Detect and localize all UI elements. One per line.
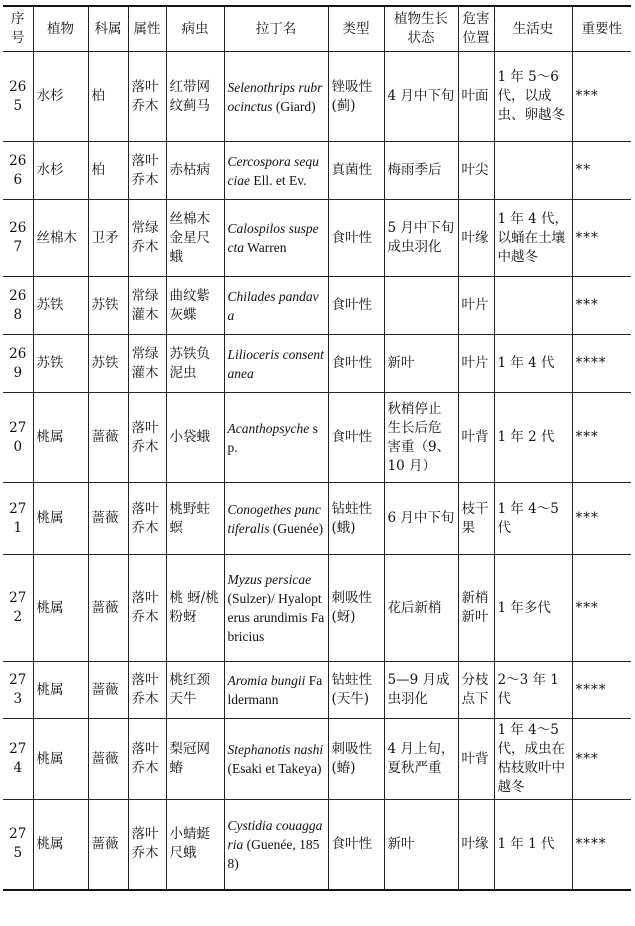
cell-category: 钻蛀性(天牛) — [328, 662, 384, 719]
cell-position: 叶缘 — [458, 200, 494, 277]
cell-life: 1 年 5～6 代，以成虫、卵越冬 — [494, 52, 572, 142]
cell-importance: *** — [572, 719, 631, 800]
cell-life — [494, 277, 572, 335]
cell-importance: *** — [572, 200, 631, 277]
header-importance: 重要性 — [572, 6, 631, 52]
cell-category: 食叶性 — [328, 800, 384, 890]
cell-importance: *** — [572, 277, 631, 335]
cell-type: 常绿乔木 — [128, 200, 166, 277]
cell-plant: 苏铁 — [33, 277, 88, 335]
cell-latin — [224, 335, 328, 393]
table-row — [3, 52, 631, 142]
cell-category: 食叶性 — [328, 200, 384, 277]
latin-binomial: Conogethes punctiferalis — [227, 501, 321, 536]
cell-family: 蔷薇 — [88, 555, 128, 662]
latin-binomial: Chilades pandava — [227, 288, 319, 323]
cell-position: 叶片 — [458, 277, 494, 335]
cell-importance: **** — [572, 335, 631, 393]
cell-position: 叶片 — [458, 335, 494, 393]
cell-importance: ** — [572, 142, 631, 200]
cell-pest: 赤枯病 — [166, 142, 224, 200]
cell-position: 叶尖 — [458, 142, 494, 200]
cell-pest: 桃红颈天牛 — [166, 662, 224, 719]
cell-life: 1 年 4～5 代 — [494, 483, 572, 555]
cell-stage — [384, 277, 458, 335]
cell-importance: *** — [572, 52, 631, 142]
table-row — [3, 483, 631, 555]
cell-category: 食叶性 — [328, 277, 384, 335]
cell-latin — [224, 555, 328, 662]
cell-stage: 4 月中下旬 — [384, 52, 458, 142]
cell-pest: 桃野蛀螟 — [166, 483, 224, 555]
cell-latin — [224, 200, 328, 277]
table-row — [3, 200, 631, 277]
header-row — [3, 6, 631, 52]
latin-binomial: Selenothrips rubrocinctus — [227, 79, 323, 114]
cell-plant: 水杉 — [33, 142, 88, 200]
cell-position: 新梢新叶 — [458, 555, 494, 662]
cell-pest: 小蜻蜓尺蛾 — [166, 800, 224, 890]
cell-latin — [224, 483, 328, 555]
cell-importance: *** — [572, 393, 631, 483]
cell-plant: 桃属 — [33, 393, 88, 483]
header-life: 生活史 — [494, 6, 572, 52]
cell-type: 常绿灌木 — [128, 335, 166, 393]
cell-stage: 6 月中下旬 — [384, 483, 458, 555]
header-position: 危害位置 — [458, 6, 494, 52]
cell-family: 蔷薇 — [88, 483, 128, 555]
cell-latin — [224, 142, 328, 200]
cell-type: 落叶乔木 — [128, 719, 166, 800]
cell-stage: 秋梢停止生长后危害重（9、10 月） — [384, 393, 458, 483]
header-no: 序号 — [3, 6, 33, 52]
cell-type: 落叶乔木 — [128, 555, 166, 662]
latin-binomial: Acanthopsyche — [227, 420, 310, 436]
table-row — [3, 393, 631, 483]
table-row — [3, 335, 631, 393]
cell-type: 常绿灌木 — [128, 277, 166, 335]
cell-type: 落叶乔木 — [128, 52, 166, 142]
cell-family: 苏铁 — [88, 277, 128, 335]
header-latin: 拉丁名 — [224, 6, 328, 52]
cell-latin — [224, 277, 328, 335]
table-header — [3, 6, 631, 52]
latin-binomial: Stephanotis nashi — [227, 742, 324, 757]
latin-author: Faldermann — [227, 673, 323, 707]
cell-position: 叶背 — [458, 719, 494, 800]
cell-type: 落叶乔木 — [128, 483, 166, 555]
header-type: 属性 — [128, 6, 166, 52]
latin-author: (Giard) — [275, 98, 316, 114]
cell-position: 分枝点下 — [458, 662, 494, 719]
cell-pest: 苏铁负泥虫 — [166, 335, 224, 393]
cell-family: 苏铁 — [88, 335, 128, 393]
latin-binomial: Cercospora sequciae — [227, 153, 319, 188]
cell-no: 273 — [3, 662, 33, 719]
table-row — [3, 800, 631, 890]
latin-binomial: Calospilos suspecta — [227, 221, 319, 255]
cell-plant: 桃属 — [33, 800, 88, 890]
cell-stage: 新叶 — [384, 800, 458, 890]
cell-family: 卫矛 — [88, 200, 128, 277]
cell-type: 落叶乔木 — [128, 393, 166, 483]
cell-latin — [224, 719, 328, 800]
cell-no: 271 — [3, 483, 33, 555]
header-pest: 病虫 — [166, 6, 224, 52]
cell-pest: 小袋蛾 — [166, 393, 224, 483]
table-row — [3, 662, 631, 719]
header-category: 类型 — [328, 6, 384, 52]
cell-category: 刺吸性(蚜) — [328, 555, 384, 662]
cell-pest: 梨冠网蝽 — [166, 719, 224, 800]
cell-life: 1 年多代 — [494, 555, 572, 662]
table-body — [3, 52, 631, 890]
cell-plant: 苏铁 — [33, 335, 88, 393]
cell-family: 柏 — [88, 52, 128, 142]
cell-pest: 曲纹紫灰蝶 — [166, 277, 224, 335]
pest-table — [3, 5, 631, 891]
cell-no: 274 — [3, 719, 33, 800]
cell-importance: **** — [572, 800, 631, 890]
cell-family: 蔷薇 — [88, 662, 128, 719]
cell-family: 蔷薇 — [88, 800, 128, 890]
cell-plant: 丝棉木 — [33, 200, 88, 277]
cell-plant: 桃属 — [33, 719, 88, 800]
latin-binomial: Cystidia couaggaria — [227, 817, 323, 852]
cell-type: 落叶乔木 — [128, 662, 166, 719]
latin-author: Ell. et Ev. — [253, 172, 307, 188]
cell-stage: 花后新梢 — [384, 555, 458, 662]
latin-binomial: Lilioceris consentanea — [227, 346, 324, 381]
cell-importance: *** — [572, 483, 631, 555]
cell-stage: 5 月中下旬成虫羽化 — [384, 200, 458, 277]
cell-no: 267 — [3, 200, 33, 277]
cell-position: 枝干果 — [458, 483, 494, 555]
header-stage: 植物生长状态 — [384, 6, 458, 52]
cell-pest: 丝棉木金星尺蛾 — [166, 200, 224, 277]
cell-life: 1 年 4 代，以蛹在土壤中越冬 — [494, 200, 572, 277]
cell-life — [494, 142, 572, 200]
table-row — [3, 555, 631, 662]
cell-latin — [224, 800, 328, 890]
cell-no: 275 — [3, 800, 33, 890]
latin-author: (Guenée) — [272, 520, 324, 536]
cell-type: 落叶乔木 — [128, 800, 166, 890]
cell-latin — [224, 52, 328, 142]
cell-category: 钻蛀性(蛾) — [328, 483, 384, 555]
cell-no: 270 — [3, 393, 33, 483]
latin-author: (Guenée, 1858) — [227, 836, 320, 871]
cell-pest: 红带网纹蓟马 — [166, 52, 224, 142]
cell-no: 269 — [3, 335, 33, 393]
latin-author: (Sulzer)/ Hyalopterus arundimis Fabricius — [227, 591, 325, 644]
cell-plant: 桃属 — [33, 555, 88, 662]
cell-stage: 梅雨季后 — [384, 142, 458, 200]
cell-type: 落叶乔木 — [128, 142, 166, 200]
cell-category: 刺吸性(蝽) — [328, 719, 384, 800]
header-plant: 植物 — [33, 6, 88, 52]
latin-author: (Esaki et Takeya) — [227, 761, 322, 776]
table-row — [3, 142, 631, 200]
cell-life: 1 年 4 代 — [494, 335, 572, 393]
cell-latin — [224, 393, 328, 483]
cell-no: 266 — [3, 142, 33, 200]
cell-category: 真菌性 — [328, 142, 384, 200]
cell-plant: 桃属 — [33, 483, 88, 555]
header-family: 科属 — [88, 6, 128, 52]
cell-no: 265 — [3, 52, 33, 142]
latin-author: sp. — [227, 420, 318, 455]
cell-family: 柏 — [88, 142, 128, 200]
cell-category: 锉吸性(蓟) — [328, 52, 384, 142]
table-row — [3, 719, 631, 800]
cell-family: 蔷薇 — [88, 393, 128, 483]
cell-plant: 水杉 — [33, 52, 88, 142]
cell-category: 食叶性 — [328, 335, 384, 393]
cell-position: 叶缘 — [458, 800, 494, 890]
cell-no: 272 — [3, 555, 33, 662]
cell-life: 1 年 4～5 代，成虫在枯枝败叶中越冬 — [494, 719, 572, 800]
cell-no: 268 — [3, 277, 33, 335]
cell-position: 叶面 — [458, 52, 494, 142]
latin-author: Warren — [247, 240, 287, 255]
cell-latin — [224, 662, 328, 719]
cell-importance: *** — [572, 555, 631, 662]
cell-importance: **** — [572, 662, 631, 719]
cell-plant: 桃属 — [33, 662, 88, 719]
latin-binomial: Aromia bungii — [227, 673, 306, 688]
latin-binomial: Myzus persicae — [227, 572, 312, 587]
cell-position: 叶背 — [458, 393, 494, 483]
cell-life: 1 年 2 代 — [494, 393, 572, 483]
cell-category: 食叶性 — [328, 393, 384, 483]
cell-pest: 桃 蚜/桃粉蚜 — [166, 555, 224, 662]
table-row — [3, 277, 631, 335]
cell-life: 1 年 1 代 — [494, 800, 572, 890]
cell-family: 蔷薇 — [88, 719, 128, 800]
cell-life: 2～3 年 1 代 — [494, 662, 572, 719]
cell-stage: 5—9 月成虫羽化 — [384, 662, 458, 719]
cell-stage: 4 月上旬，夏秋严重 — [384, 719, 458, 800]
cell-stage: 新叶 — [384, 335, 458, 393]
